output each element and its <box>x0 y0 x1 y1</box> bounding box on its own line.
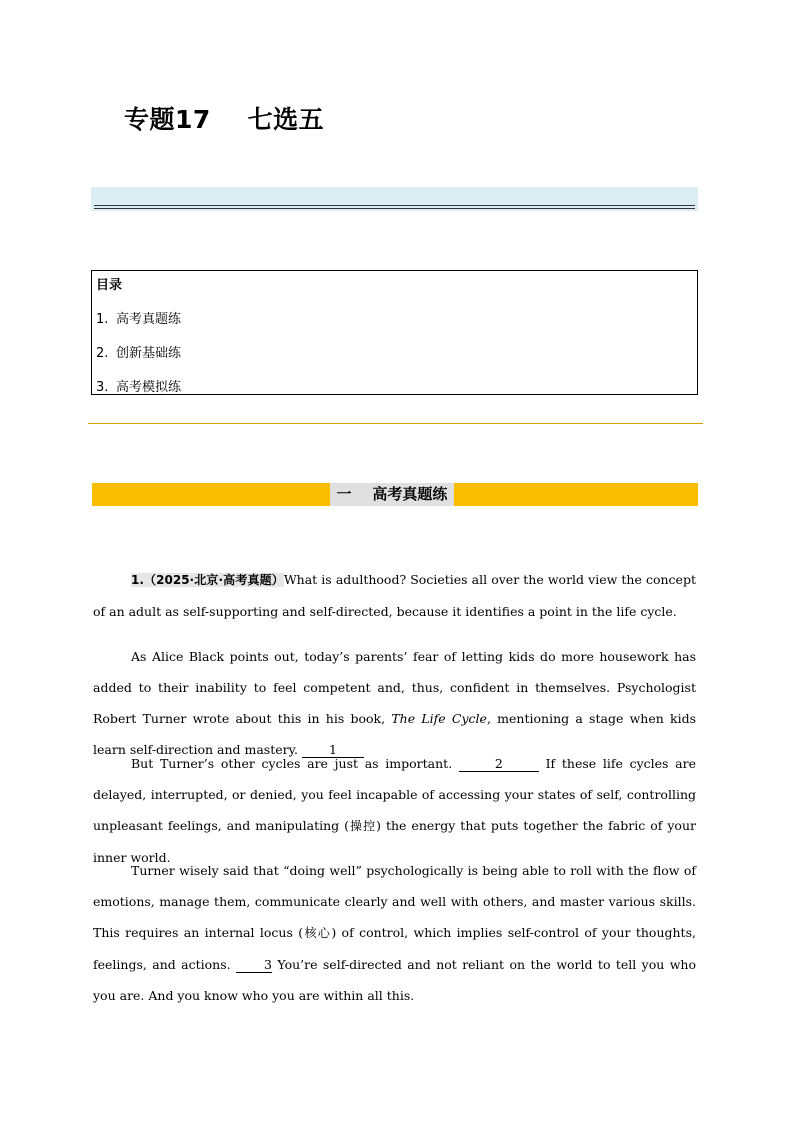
toc-item[interactable] <box>96 376 181 395</box>
toc-item-label: 高考真题练 <box>116 312 182 327</box>
passage-paragraph-4 <box>93 855 696 1011</box>
answer-blank-2[interactable]: 2 <box>459 757 539 772</box>
chinese-gloss: 核心 <box>303 926 332 940</box>
toc-heading: 目录 <box>96 278 123 293</box>
double-rule-top <box>94 205 695 206</box>
section-divider <box>88 423 703 424</box>
question-source: 1.（2025·北京·高考真题） <box>131 573 284 587</box>
paragraph-text: As Alice Black points out, today’s parents’ fear of letting kids do more housework has added to their inability to feel competent and, thus, confident in themselves. Psychologist Robert Turner wrote about this in his book, <box>93 649 696 726</box>
answer-blank-1[interactable]: 1 <box>302 743 364 758</box>
chinese-gloss: 操控 <box>349 819 377 833</box>
paragraph-text: But Turner’s other cycles are just as important. <box>131 756 459 771</box>
toc-item-number: 3. <box>96 380 109 395</box>
passage-paragraph-1 <box>93 564 696 627</box>
paragraph-text: Turner wisely said that “doing well” psychologically is being able to roll with the flow of emotions, manage them, communicate clearly and well with others, and master various skills. This requires an internal locus ( <box>93 863 696 940</box>
answer-blank-3[interactable]: 3 <box>236 958 272 973</box>
paragraph-text: You’re self-directed and not reliant on the world to tell you who you are. And you know who you are within all this. <box>93 957 696 1003</box>
section-title: 一 高考真题练 <box>330 483 454 506</box>
paragraph-text: What is adulthood? Societies all over the world view the concept of an adult as self-supporting and self-directed, because it identifies a point in the life cycle. <box>93 572 696 619</box>
toc-item-label: 创新基础练 <box>116 346 182 361</box>
toc-item-number: 2. <box>96 346 109 361</box>
toc-item[interactable] <box>96 308 181 327</box>
toc-item-label: 高考模拟练 <box>116 380 182 395</box>
section-banner <box>92 483 698 506</box>
paragraph-text: , mentioning a stage when kids learn self-direction and mastery. <box>93 711 697 757</box>
paragraph-text: If these life cycles are delayed, interrupted, or denied, you feel incapable of accessing your states of self, controlling unpleasant feelings, and manipulating ( <box>93 756 697 833</box>
title-band <box>91 187 698 211</box>
book-title: The Life Cycle <box>391 711 487 726</box>
toc-item[interactable] <box>96 342 181 361</box>
table-of-contents <box>91 270 698 395</box>
passage-paragraph-2 <box>93 641 696 765</box>
paragraph-text: ) the energy that puts together the fabric of your inner world. <box>93 818 696 865</box>
toc-item-number: 1. <box>96 312 109 327</box>
page-title: 专题17 七选五 <box>124 105 325 134</box>
paragraph-text: ) of control, which implies self-control of your thoughts, feelings, and actions. <box>93 925 696 972</box>
double-rule-bottom <box>94 208 695 209</box>
